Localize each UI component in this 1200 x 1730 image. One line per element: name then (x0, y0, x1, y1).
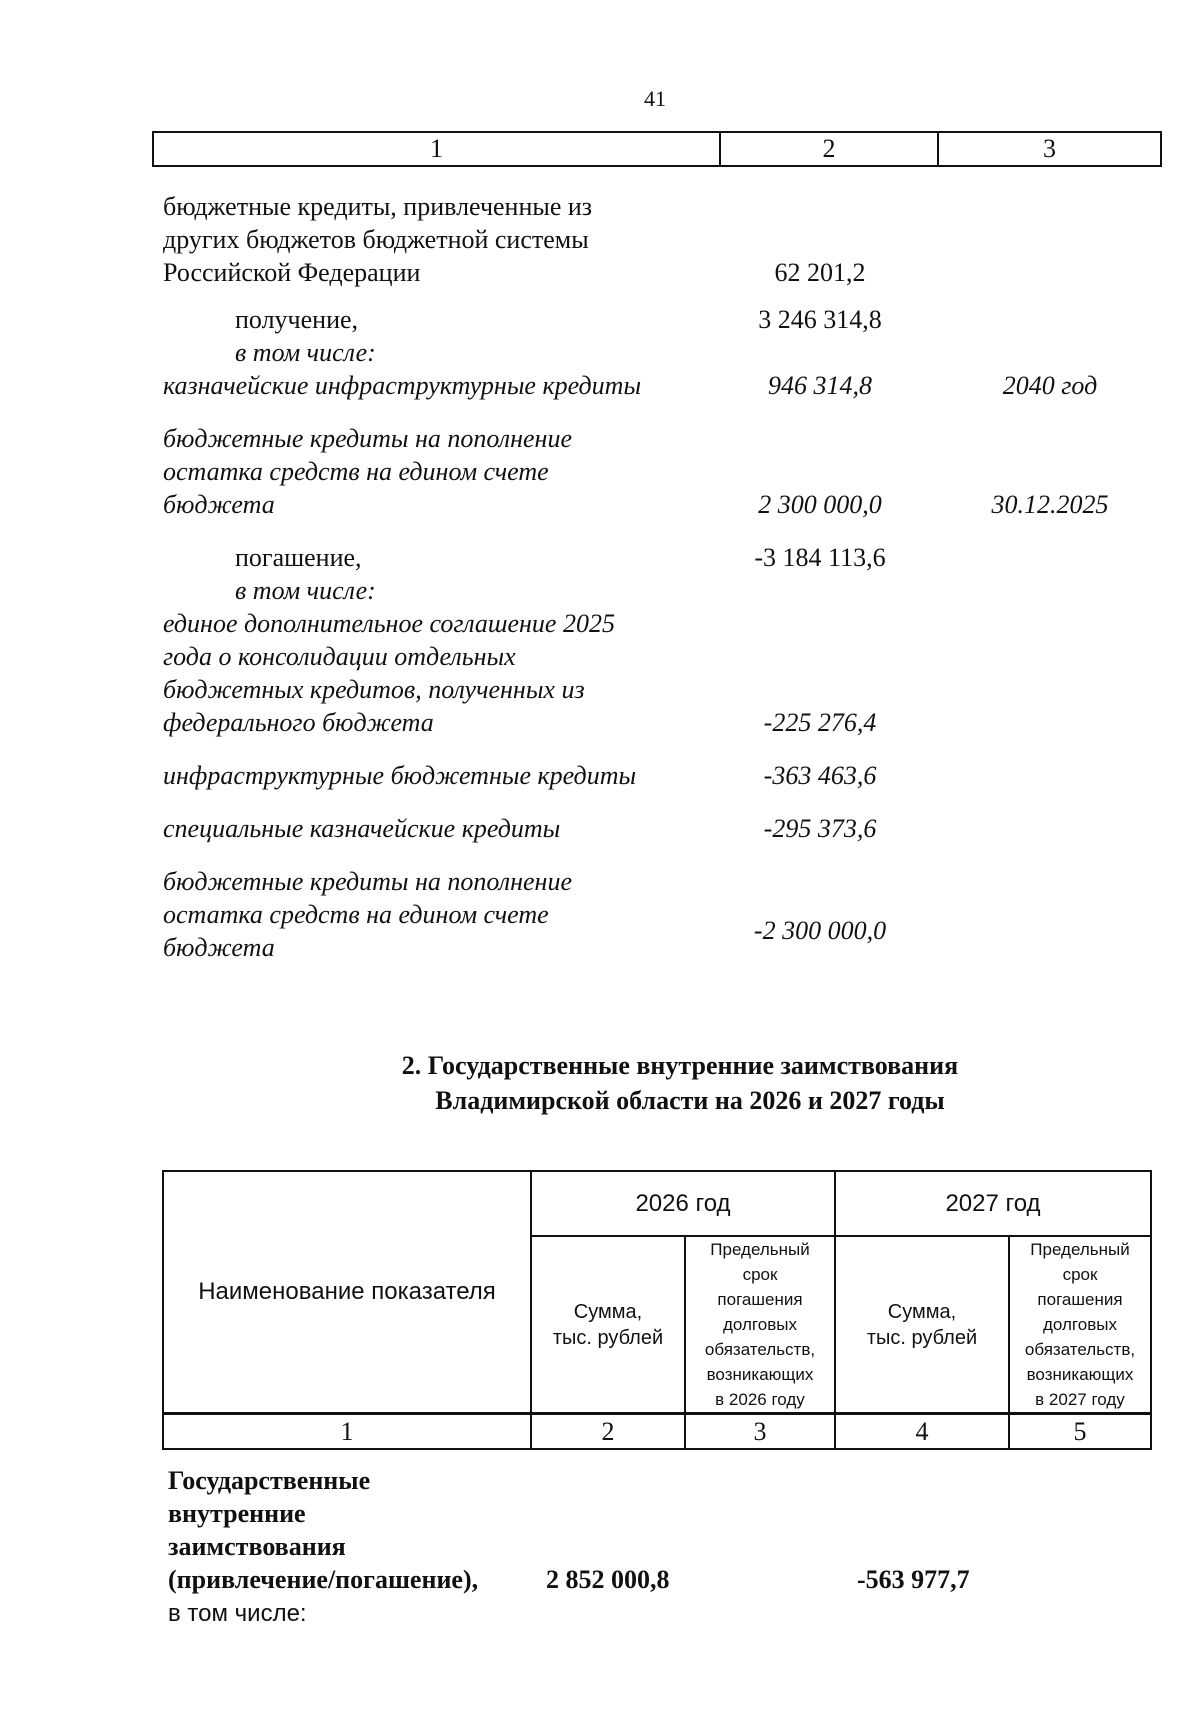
row-amount-special-treasury-credits: -295 373,6 (763, 814, 877, 843)
row-amount-repayment: -3 184 113,6 (754, 543, 886, 572)
row-term-replenishment-credits: 30.12.2025 (991, 490, 1109, 519)
column-header-3: 3 (1043, 134, 1056, 163)
row-label-replenishment-repayment: бюджетные кредиты на пополнение остатка средств на едином счете бюджета (163, 867, 572, 962)
header-sum-2026: Сумма, тыс. рублей (552, 1300, 664, 1349)
header-year-2027: 2027 год (945, 1189, 1041, 1217)
row-amount-budget-credits-attracted: 62 201,2 (774, 258, 866, 287)
row-amount-treasury-infra-credits: 946 314,8 (768, 371, 872, 400)
header-sum-2027: Сумма, тыс. рублей (866, 1300, 978, 1349)
including-label: в том числе: (168, 1600, 307, 1627)
column-number-2: 2 (601, 1416, 615, 1446)
page-number: 41 (644, 86, 666, 111)
row-term-treasury-infra-credits: 2040 год (1002, 371, 1098, 400)
header-indicator-name: Наименование показателя (198, 1278, 496, 1305)
row-amount-infra-budget-credits: -363 463,6 (763, 761, 877, 790)
row-label-infra-budget-credits: инфраструктурные бюджетные кредиты (163, 761, 637, 790)
total-borrowings-label: Государственные внутренние заимствования (привлечение/погашение), (168, 1466, 479, 1594)
row-amount-replenishment-repayment: -2 300 000,0 (753, 916, 887, 945)
row-label-receipt: получение, (235, 305, 359, 334)
row-amount-consolidation-agreement: -225 276,4 (763, 708, 877, 737)
column-number-4: 4 (915, 1416, 929, 1446)
section2-heading-line2: Владимирской области на 2026 и 2027 годы (435, 1086, 945, 1115)
column-header-2: 2 (721, 133, 939, 165)
header-year-2026: 2026 год (635, 1189, 731, 1217)
borrowings-table (162, 1170, 1152, 1450)
total-borrowings-2027: -563 977,7 (857, 1565, 970, 1594)
column-header-1: 1 (154, 133, 721, 165)
row-label-including-1: в том числе: (235, 338, 376, 367)
column-number-3: 3 (753, 1416, 767, 1446)
section2-heading-line1: 2. Государственные внутренние заимствования (401, 1051, 959, 1080)
total-borrowings-2026: 2 852 000,8 (546, 1565, 670, 1594)
row-label-budget-credits-attracted: бюджетные кредиты, привлеченные из других бюджетов бюджетной системы Российской Федерации (163, 192, 593, 287)
column-header-table (152, 131, 1162, 167)
column-number-5: 5 (1073, 1416, 1087, 1446)
row-amount-receipt: 3 246 314,8 (758, 305, 882, 334)
row-label-consolidation-agreement: единое дополнительное соглашение 2025 года о консолидации отдельных бюджетных кредитов, полученных из федерального бюджета (163, 609, 615, 737)
row-label-treasury-infra-credits: казначейские инфраструктурные кредиты (163, 371, 642, 400)
row-label-replenishment-credits: бюджетные кредиты на пополнение остатка средств на едином счете бюджета (163, 424, 572, 519)
row-label-repayment: погашение, (235, 543, 362, 572)
row-label-including-2: в том числе: (235, 576, 376, 605)
header-term-2027: Предельный срок погашения долговых обязательств, возникающих в 2027 году (1024, 1240, 1136, 1409)
header-term-2026: Предельный срок погашения долговых обязательств, возникающих в 2026 году (704, 1240, 816, 1409)
column-number-1: 1 (340, 1416, 354, 1446)
row-amount-replenishment-credits: 2 300 000,0 (758, 490, 882, 519)
row-label-special-treasury-credits: специальные казначейские кредиты (163, 814, 561, 843)
